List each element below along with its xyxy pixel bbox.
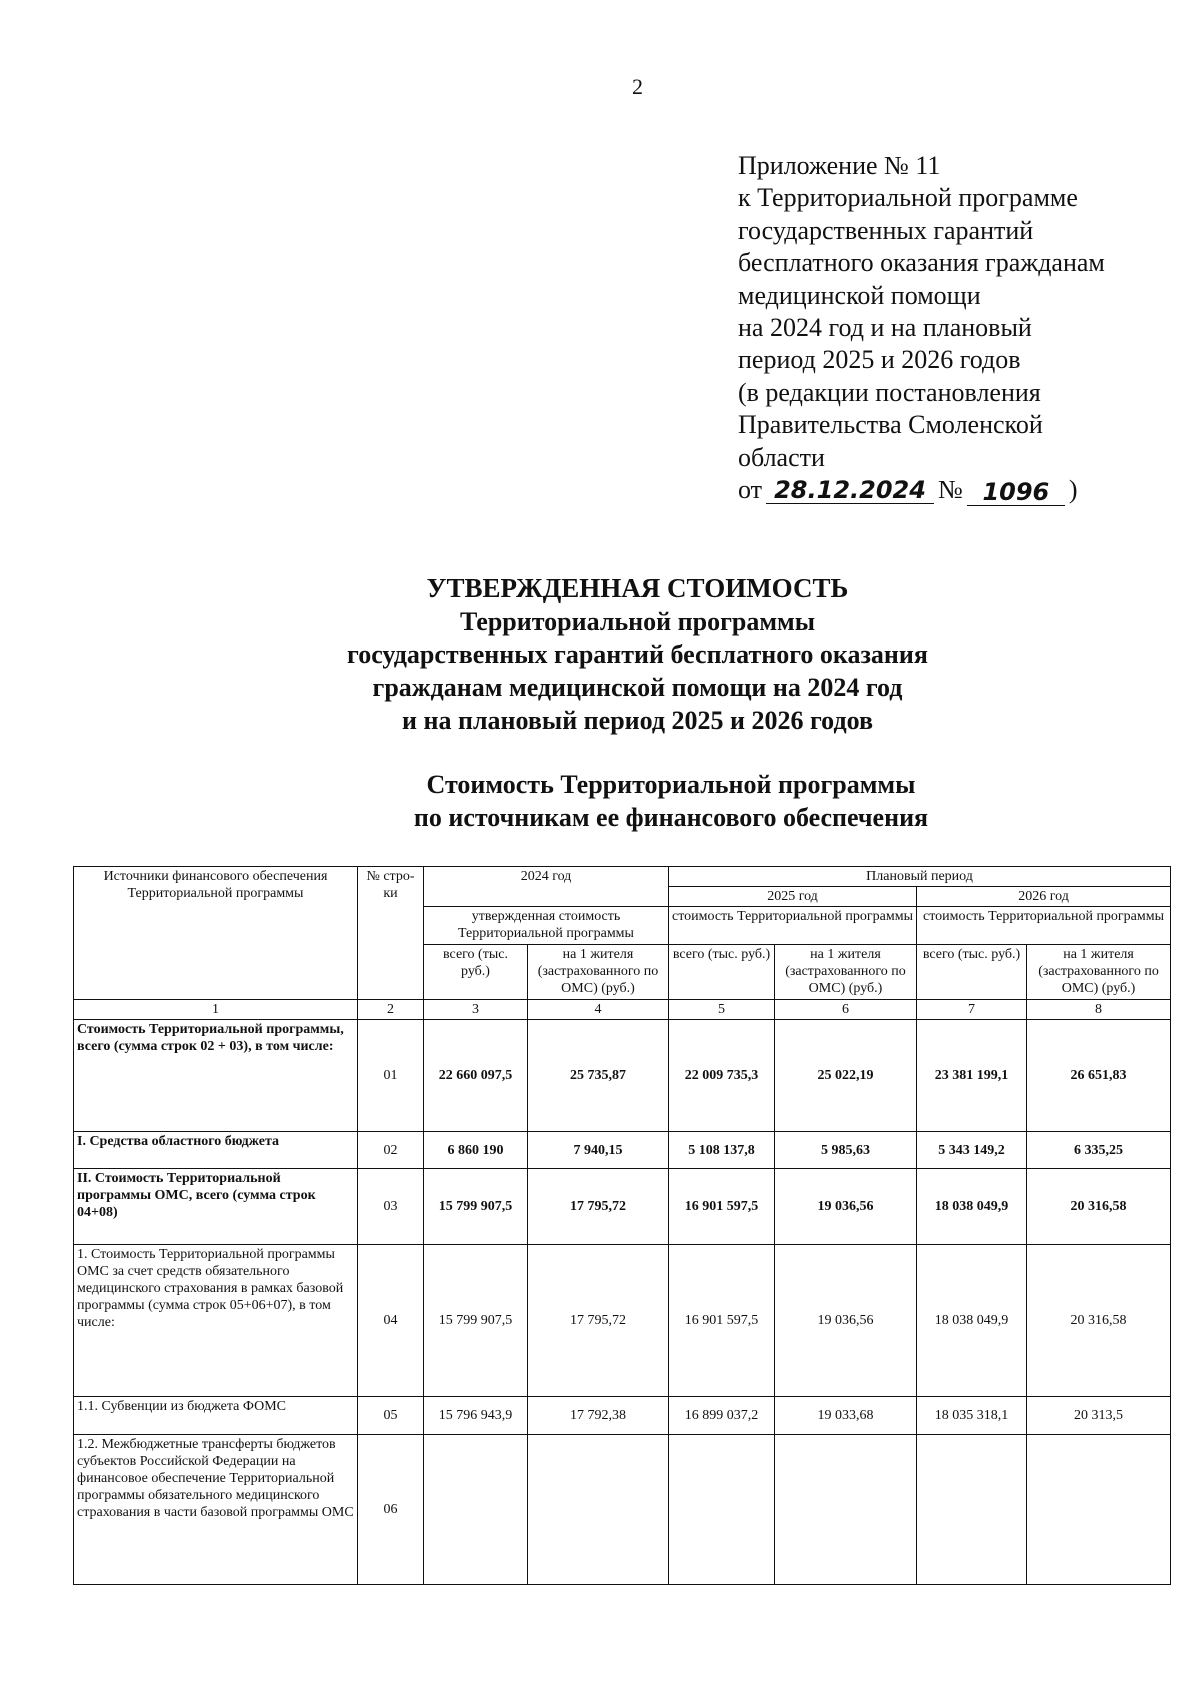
value-total-2024: 15 799 907,5 (424, 1245, 528, 1397)
appendix-line: Приложение № 11 (738, 151, 941, 180)
row-code: 06 (358, 1435, 424, 1585)
value-per-capita-2025: 19 033,68 (775, 1397, 917, 1435)
closing-paren: ) (1068, 475, 1078, 505)
row-label: Стоимость Территориальной программы, всего (сумма строк 02 + 03), в том числе: (74, 1020, 358, 1132)
column-number: 6 (775, 1000, 917, 1020)
appendix-line: Правительства Смоленской (738, 410, 1043, 440)
header-total: всего (тыс. руб.) (424, 945, 528, 1000)
title-line: гражданам медицинской помощи на 2024 год (372, 673, 903, 702)
value-total-2026: 23 381 199,1 (917, 1020, 1027, 1132)
value-per-capita-2025 (775, 1435, 917, 1585)
document-title (0, 572, 1200, 737)
value-total-2026: 5 343 149,2 (917, 1132, 1027, 1169)
value-per-capita-2024: 7 940,15 (528, 1132, 669, 1169)
value-total-2026: 18 035 318,1 (917, 1397, 1027, 1435)
subtitle-line: Стоимость Территориальной программы (426, 770, 916, 799)
header-planned-period: Плановый период (669, 867, 1171, 887)
handwritten-date: 28.12.2024 (766, 477, 934, 504)
title-line: Территориальной программы (459, 607, 816, 636)
handwritten-number: 1096 (967, 479, 1065, 506)
header-per-capita: на 1 жителя (застрахованного по ОМС) (руб.) (528, 945, 669, 1000)
value-total-2025: 22 009 735,3 (669, 1020, 775, 1132)
header-cost-2026: стоимость Территориальной программы (917, 907, 1171, 945)
appendix-line: медицинской помощи (738, 280, 981, 310)
column-number: 2 (358, 1000, 424, 1020)
value-per-capita-2026: 26 651,83 (1027, 1020, 1171, 1132)
value-per-capita-2024: 17 792,38 (528, 1397, 669, 1435)
row-code: 05 (358, 1397, 424, 1435)
value-per-capita-2026: 6 335,25 (1027, 1132, 1171, 1169)
row-code: 01 (358, 1020, 424, 1132)
value-per-capita-2026: 20 316,58 (1027, 1245, 1171, 1397)
value-per-capita-2024: 17 795,72 (528, 1169, 669, 1245)
value-per-capita-2025: 19 036,56 (775, 1245, 917, 1397)
appendix-line: (в редакции постановления (738, 377, 1041, 407)
appendix-line: государственных гарантий (738, 215, 1034, 245)
table-row (74, 1397, 1171, 1435)
column-number: 1 (74, 1000, 358, 1020)
appendix-line: период 2025 и 2026 годов (738, 345, 1021, 375)
row-label: 1.1. Субвенции из бюджета ФОМС (74, 1397, 358, 1435)
page-number: 2 (632, 74, 643, 99)
header-year-2024: 2024 год (424, 867, 669, 907)
row-code: 02 (358, 1132, 424, 1169)
value-per-capita-2024 (528, 1435, 669, 1585)
value-total-2024: 15 799 907,5 (424, 1169, 528, 1245)
number-prefix: № (938, 475, 963, 505)
title-line: УТВЕРЖДЕННАЯ СТОИМОСТЬ (426, 573, 849, 603)
column-number: 8 (1027, 1000, 1171, 1020)
value-per-capita-2025: 25 022,19 (775, 1020, 917, 1132)
value-per-capita-2024: 25 735,87 (528, 1020, 669, 1132)
header-year-2026: 2026 год (917, 887, 1171, 907)
value-per-capita-2024: 17 795,72 (528, 1245, 669, 1397)
appendix-line: бесплатного оказания гражданам (738, 248, 1105, 278)
row-label: 1.2. Межбюджетные трансферты бюджетов субъектов Российской Федерации на финансовое обеспечение Территориальной программы обязательного медицинского страхования в части базовой программы ОМС (74, 1435, 358, 1585)
appendix-line: области (738, 442, 825, 472)
header-row-number: № стро-ки (358, 867, 424, 1000)
column-number: 7 (917, 1000, 1027, 1020)
section-subtitle (0, 768, 1200, 834)
appendix-block (738, 150, 1178, 506)
value-per-capita-2026 (1027, 1435, 1171, 1585)
subtitle-line: по источникам ее финансового обеспечения (413, 803, 929, 832)
header-total: всего (тыс. руб.) (917, 945, 1027, 1000)
header-per-capita: на 1 жителя (застрахованного по ОМС) (руб.) (1027, 945, 1171, 1000)
value-total-2025 (669, 1435, 775, 1585)
table-row (74, 1169, 1171, 1245)
value-per-capita-2026: 20 316,58 (1027, 1169, 1171, 1245)
column-number-row (74, 1000, 1171, 1020)
date-prefix: от (738, 475, 763, 505)
appendix-line: на 2024 год и на плановый (738, 313, 1032, 343)
column-number: 3 (424, 1000, 528, 1020)
appendix-line: к Территориальной программе (738, 183, 1078, 213)
value-total-2024: 15 796 943,9 (424, 1397, 528, 1435)
value-per-capita-2025: 5 985,63 (775, 1132, 917, 1169)
header-cost-2025: стоимость Территориальной программы (669, 907, 917, 945)
title-line: и на плановый период 2025 и 2026 годов (402, 706, 873, 735)
table-row (74, 1435, 1171, 1585)
value-total-2024: 6 860 190 (424, 1132, 528, 1169)
value-total-2024: 22 660 097,5 (424, 1020, 528, 1132)
title-line: государственных гарантий бесплатного оказания (347, 640, 928, 669)
value-total-2026: 18 038 049,9 (917, 1245, 1027, 1397)
table-row (74, 1245, 1171, 1397)
header-source: Источники финансового обеспечения Территориальной программы (74, 867, 358, 1000)
column-number: 5 (669, 1000, 775, 1020)
header-row (74, 867, 1171, 887)
row-code: 04 (358, 1245, 424, 1397)
row-code: 03 (358, 1169, 424, 1245)
table-row (74, 1132, 1171, 1169)
financing-table (73, 866, 1171, 1585)
row-label: II. Стоимость Территориальной программы ОМС, всего (сумма строк 04+08) (74, 1169, 358, 1245)
decree-signature-line (738, 474, 1178, 506)
header-year-2025: 2025 год (669, 887, 917, 907)
column-number: 4 (528, 1000, 669, 1020)
value-per-capita-2026: 20 313,5 (1027, 1397, 1171, 1435)
header-approved-cost: утвержденная стоимость Территориальной программы (424, 907, 669, 945)
header-per-capita: на 1 жителя (застрахованного по ОМС) (руб.) (775, 945, 917, 1000)
header-total: всего (тыс. руб.) (669, 945, 775, 1000)
row-label: 1. Стоимость Территориальной программы ОМС за счет средств обязательного медицинского страхования в рамках базовой программы (сумма строк 05+06+07), в том числе: (74, 1245, 358, 1397)
value-total-2025: 16 899 037,2 (669, 1397, 775, 1435)
value-total-2024 (424, 1435, 528, 1585)
table-row (74, 1020, 1171, 1132)
row-label: I. Средства областного бюджета (74, 1132, 358, 1169)
value-total-2025: 16 901 597,5 (669, 1169, 775, 1245)
value-total-2026 (917, 1435, 1027, 1585)
value-total-2025: 5 108 137,8 (669, 1132, 775, 1169)
value-per-capita-2025: 19 036,56 (775, 1169, 917, 1245)
value-total-2026: 18 038 049,9 (917, 1169, 1027, 1245)
value-total-2025: 16 901 597,5 (669, 1245, 775, 1397)
